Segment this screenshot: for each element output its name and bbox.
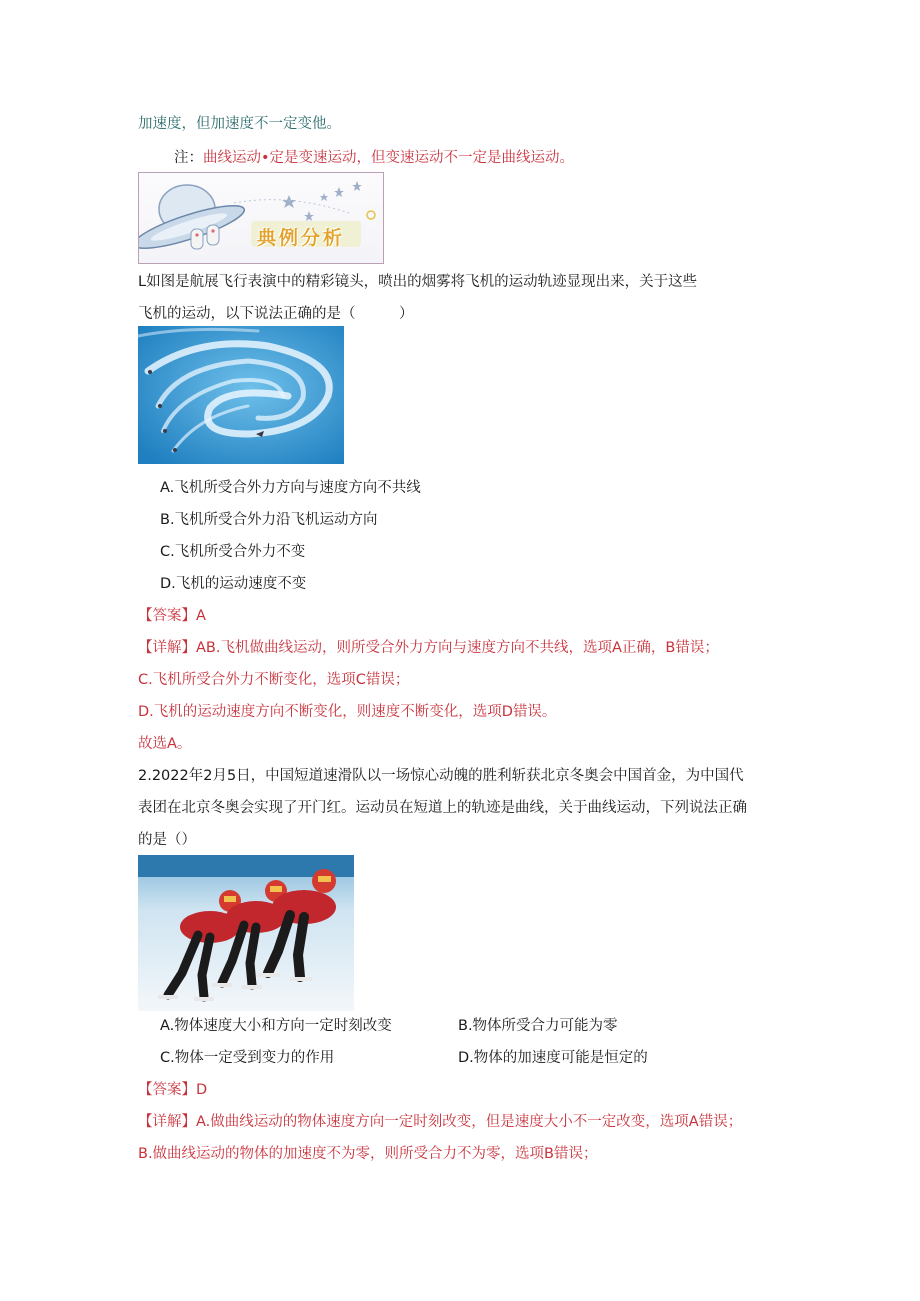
q1-detail-1: 【详解】AB.飞机做曲线运动，则所受合外力方向与速度方向不共线，选项A正确，B错误；	[138, 640, 719, 656]
q1-detail-3: D.飞机的运动速度方向不断变化，则速度不断变化，选项D错误。	[138, 704, 557, 720]
note-text: 曲线运动•定是变速运动，但变速运动不一定是曲线运动。	[203, 150, 575, 166]
q2-stem-line-3: 的是（）	[138, 832, 196, 848]
q2-option-d: D.物体的加速度可能是恒定的	[458, 1050, 648, 1066]
q2-answer: 【答案】D	[138, 1082, 208, 1098]
q2-option-b: B.物体所受合力可能为零	[458, 1018, 618, 1034]
q1-detail-2: C.飞机所受合外力不断变化，选项C错误；	[138, 672, 410, 688]
q2-stem-line-2: 表团在北京冬奥会实现了开门红。运动员在短道上的轨迹是曲线，关于曲线运动，下列说法正确	[138, 800, 747, 816]
speed-skating-photo	[138, 855, 354, 1011]
short-track-skaters-image	[138, 855, 354, 1011]
airshow-smoke-trails-image	[138, 326, 344, 464]
note-line	[174, 148, 574, 168]
q1-option-b: B.飞机所受合外力沿飞机运动方向	[160, 512, 378, 528]
q1-answer: 【答案】A	[138, 608, 206, 624]
q1-stem-line-1: L如图是航展飞行表演中的精彩镜头，喷出的烟雾将飞机的运动轨迹显现出来，关于这些	[138, 274, 698, 290]
q2-option-c: C.物体一定受到变力的作用	[160, 1050, 335, 1066]
example-analysis-banner	[138, 172, 384, 264]
banner-title: 典例分析	[257, 227, 346, 249]
q1-stem-line-2: 飞机的运动，以下说法正确的是（ ）	[138, 306, 414, 322]
q1-conclusion: 故选A。	[138, 736, 192, 752]
q1-option-d: D.飞机的运动速度不变	[160, 576, 307, 592]
q2-option-a: A.物体速度大小和方向一定时刻改变	[160, 1018, 392, 1034]
note-label: 注：	[174, 150, 203, 166]
q2-stem-line-1: 2.2022年2月5日，中国短道速滑队以一场惊心动魄的胜利斩获北京冬奥会中国首金，为中国代	[138, 768, 744, 784]
q1-option-a: A.飞机所受合外力方向与速度方向不共线	[160, 480, 421, 496]
q2-detail-1: 【详解】A.做曲线运动的物体速度方向一定时刻改变，但是速度大小不一定改变，选项A错误；	[138, 1114, 743, 1130]
q2-detail-2: B.做曲线运动的物体的加速度不为零，则所受合力不为零，选项B错误；	[138, 1146, 598, 1162]
intro-line: 加速度，但加速度不一定变他。	[138, 116, 341, 132]
q1-option-c: C.飞机所受合外力不变	[160, 544, 306, 560]
airshow-photo	[138, 326, 344, 464]
